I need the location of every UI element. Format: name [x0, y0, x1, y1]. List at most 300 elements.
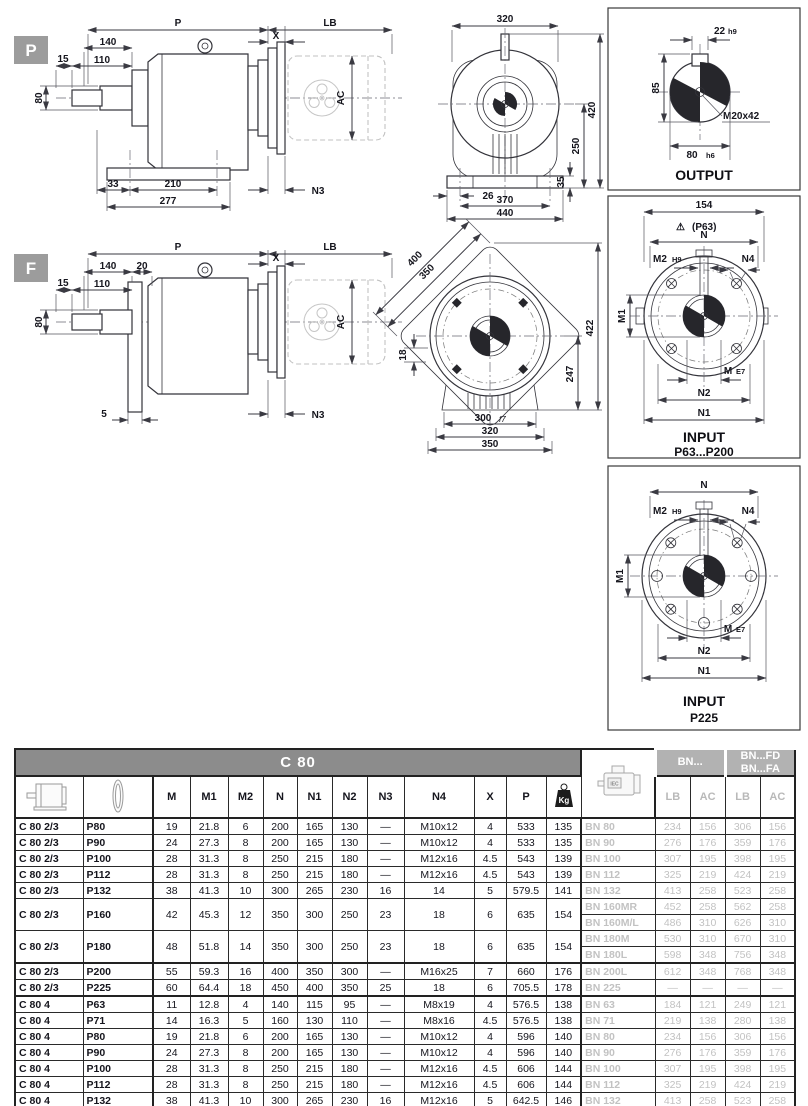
- cell-model: C 80 2/3: [15, 883, 83, 899]
- cell-m1: 41.3: [190, 1093, 228, 1106]
- cell-p: 576.5: [506, 1013, 546, 1029]
- cell-motor-lb: 530: [655, 931, 690, 947]
- cell-model: C 80 2/3: [15, 963, 83, 980]
- dim-22-tol: h9: [728, 27, 737, 36]
- table-title-row: [15, 749, 795, 776]
- cell-p: 660: [506, 963, 546, 980]
- cell-n: 300: [263, 883, 297, 899]
- cell-model: C 80 2/3: [15, 931, 83, 964]
- table-row: [15, 1077, 795, 1093]
- cell-n2: 130: [332, 818, 367, 835]
- cell-n: 350: [263, 899, 297, 931]
- dim-x: X: [272, 253, 280, 264]
- cell-motor-lb: 413: [655, 1093, 690, 1106]
- cell-motor-ac_fd: 176: [760, 835, 795, 851]
- cell-motor-ac_fd: 138: [760, 1013, 795, 1029]
- cell-motor-lb: 325: [655, 867, 690, 883]
- cell-p: 543: [506, 867, 546, 883]
- flange-icon-header: [83, 776, 153, 818]
- cell-n2: 180: [332, 851, 367, 867]
- cell-motor-lb_fd: —: [725, 980, 760, 997]
- cell-motor-lb: 325: [655, 1077, 690, 1093]
- cell-n3: —: [367, 867, 404, 883]
- cell-n3: 16: [367, 1093, 404, 1106]
- dim-422: 422: [585, 319, 596, 337]
- cell-motor-ac: 219: [690, 1077, 725, 1093]
- dim-n1: N1: [697, 408, 711, 419]
- cell-m: 19: [153, 1029, 190, 1045]
- cell-n4: 18: [404, 931, 474, 964]
- cell-motor-name: BN 80: [581, 818, 655, 835]
- cell-motor-ac_fd: 310: [760, 915, 795, 931]
- cell-model: C 80 4: [15, 1061, 83, 1077]
- f-front-view-drawing: [373, 219, 602, 454]
- cell-n1: 115: [297, 996, 332, 1013]
- cell-kg: 135: [546, 818, 581, 835]
- cell-n2: 180: [332, 1077, 367, 1093]
- dim-m2-tol: H9: [672, 507, 682, 516]
- cell-kg: 154: [546, 899, 581, 931]
- dim-18: 18: [398, 349, 409, 361]
- cell-n1: 300: [297, 931, 332, 964]
- dim-m: M: [723, 366, 733, 377]
- cell-motor-lb_fd: 756: [725, 947, 760, 964]
- cell-motor-ac: 176: [690, 835, 725, 851]
- cell-m2: 8: [228, 1061, 263, 1077]
- cell-m: 28: [153, 851, 190, 867]
- dim-33: 33: [107, 179, 119, 190]
- dim-85: 85: [651, 82, 662, 94]
- cell-m1: 21.8: [190, 818, 228, 835]
- cell-motor-ac: 310: [690, 931, 725, 947]
- output-panel: [608, 8, 800, 190]
- cell-m: 14: [153, 1013, 190, 1029]
- cell-m1: 27.3: [190, 1045, 228, 1061]
- table-row: [15, 1045, 795, 1061]
- cell-n4: 18: [404, 980, 474, 997]
- cell-motor-lb: 276: [655, 835, 690, 851]
- col-p: P: [506, 776, 546, 818]
- dim-lb: LB: [323, 18, 337, 29]
- cell-n3: —: [367, 1029, 404, 1045]
- cell-n2: 130: [332, 835, 367, 851]
- input-small-title: INPUT: [683, 429, 725, 445]
- dim-15: 15: [57, 54, 69, 65]
- cell-motor-name: BN 132: [581, 1093, 655, 1106]
- cell-motor-name: BN 100: [581, 1061, 655, 1077]
- cell-motor-lb_fd: 359: [725, 1045, 760, 1061]
- cell-x: 6: [474, 980, 506, 997]
- cell-m1: 31.3: [190, 1077, 228, 1093]
- cell-m1: 64.4: [190, 980, 228, 997]
- cell-motor-lb_fd: 424: [725, 1077, 760, 1093]
- cell-flange: P100: [83, 1061, 153, 1077]
- dim-n3: N3: [311, 186, 325, 197]
- cell-x: 4.5: [474, 851, 506, 867]
- cell-motor-name: BN 200L: [581, 963, 655, 980]
- cell-m1: 21.8: [190, 1029, 228, 1045]
- cell-motor-ac: 258: [690, 883, 725, 899]
- cell-motor-lb_fd: 626: [725, 915, 760, 931]
- table-row: [15, 996, 795, 1013]
- cell-p: 576.5: [506, 996, 546, 1013]
- cell-m2: 6: [228, 1029, 263, 1045]
- cell-motor-lb: 486: [655, 915, 690, 931]
- dim-n1: N1: [697, 666, 711, 677]
- cell-n: 200: [263, 1045, 297, 1061]
- cell-x: 4: [474, 835, 506, 851]
- cell-m: 19: [153, 818, 190, 835]
- cell-kg: 146: [546, 1093, 581, 1106]
- dim-350-diag: 350: [417, 262, 438, 283]
- table-row: [15, 1093, 795, 1106]
- cell-kg: 140: [546, 1029, 581, 1045]
- cell-motor-ac_fd: 195: [760, 1061, 795, 1077]
- cell-n: 450: [263, 980, 297, 997]
- cell-x: 6: [474, 899, 506, 931]
- cell-motor-name: BN 80: [581, 1029, 655, 1045]
- input-large-panel: [608, 466, 800, 730]
- cell-kg: 176: [546, 963, 581, 980]
- cell-n: 250: [263, 867, 297, 883]
- cell-n1: 165: [297, 835, 332, 851]
- cell-model: C 80 4: [15, 1093, 83, 1106]
- dim-400: 400: [405, 249, 426, 270]
- cell-n3: —: [367, 1077, 404, 1093]
- cell-p: 705.5: [506, 980, 546, 997]
- cell-motor-lb_fd: 523: [725, 883, 760, 899]
- cell-model: C 80 4: [15, 1029, 83, 1045]
- motor-icon: [592, 765, 644, 799]
- cell-motor-ac_fd: 156: [760, 1029, 795, 1045]
- cell-n3: 23: [367, 931, 404, 964]
- dim-15: 15: [57, 278, 69, 289]
- cell-n: 200: [263, 835, 297, 851]
- cell-n3: —: [367, 818, 404, 835]
- cell-model: C 80 4: [15, 996, 83, 1013]
- warning-icon: ⚠: [676, 222, 685, 233]
- p-version-label: [14, 36, 48, 64]
- cell-m1: 16.3: [190, 1013, 228, 1029]
- dim-ac: AC: [336, 314, 347, 330]
- cell-motor-lb: 234: [655, 818, 690, 835]
- group-bn-fd-fa-header: [725, 749, 795, 776]
- cell-motor-ac: 219: [690, 867, 725, 883]
- dim-80-tol: h6: [706, 151, 715, 160]
- cell-p: 579.5: [506, 883, 546, 899]
- cell-p: 606: [506, 1061, 546, 1077]
- table-row: [15, 980, 795, 997]
- cell-motor-lb: 452: [655, 899, 690, 915]
- cell-m1: 31.3: [190, 851, 228, 867]
- cell-motor-ac_fd: —: [760, 980, 795, 997]
- cell-motor-lb_fd: 280: [725, 1013, 760, 1029]
- cell-x: 7: [474, 963, 506, 980]
- cell-model: C 80 2/3: [15, 899, 83, 931]
- cell-n: 300: [263, 1093, 297, 1106]
- cell-motor-ac_fd: 258: [760, 1093, 795, 1106]
- input-small-panel: [608, 196, 800, 459]
- p-side-view-drawing: [34, 18, 402, 211]
- table-row: [15, 835, 795, 851]
- cell-flange: P90: [83, 1045, 153, 1061]
- col-fd-ac: AC: [760, 776, 795, 818]
- cell-n1: 215: [297, 1061, 332, 1077]
- cell-m2: 10: [228, 883, 263, 899]
- flange-icon: [109, 778, 127, 814]
- table-row: [15, 963, 795, 980]
- col-n2: N2: [332, 776, 367, 818]
- cell-m2: 8: [228, 851, 263, 867]
- dim-ac: AC: [336, 90, 347, 106]
- dim-m2-tol: H9: [672, 255, 682, 264]
- table-row: [15, 867, 795, 883]
- dim-420: 420: [587, 101, 598, 119]
- col-bn-ac: AC: [690, 776, 725, 818]
- dim-m1: M1: [617, 309, 628, 323]
- dim-320: 320: [481, 426, 499, 437]
- cell-x: 4.5: [474, 1061, 506, 1077]
- cell-m2: 6: [228, 818, 263, 835]
- col-m1: M1: [190, 776, 228, 818]
- group-bn-header: BN...: [655, 749, 725, 776]
- cell-p: 543: [506, 851, 546, 867]
- cell-m2: 8: [228, 1045, 263, 1061]
- cell-n4: M8x16: [404, 1013, 474, 1029]
- cell-p: 596: [506, 1045, 546, 1061]
- dim-80-out: 80: [686, 150, 698, 161]
- table-row: [15, 851, 795, 867]
- col-n1: N1: [297, 776, 332, 818]
- cell-m: 28: [153, 1077, 190, 1093]
- dim-210: 210: [164, 179, 182, 190]
- col-fd-lb: LB: [725, 776, 760, 818]
- cell-motor-lb_fd: 398: [725, 851, 760, 867]
- cell-n: 200: [263, 818, 297, 835]
- cell-n3: —: [367, 1013, 404, 1029]
- cell-flange: P112: [83, 867, 153, 883]
- cell-n4: M10x12: [404, 1045, 474, 1061]
- cell-n4: 14: [404, 883, 474, 899]
- dim-22: 22: [714, 26, 726, 37]
- dimension-table: [14, 748, 796, 1106]
- cell-motor-lb_fd: 424: [725, 867, 760, 883]
- cell-motor-ac: 348: [690, 947, 725, 964]
- cell-flange: P71: [83, 1013, 153, 1029]
- cell-x: 4: [474, 1029, 506, 1045]
- cell-motor-lb_fd: 670: [725, 931, 760, 947]
- dim-350: 350: [481, 439, 499, 450]
- cell-n1: 165: [297, 1045, 332, 1061]
- cell-m1: 31.3: [190, 1061, 228, 1077]
- cell-n1: 165: [297, 818, 332, 835]
- cell-n2: 95: [332, 996, 367, 1013]
- cell-x: 4.5: [474, 867, 506, 883]
- cell-m: 28: [153, 1061, 190, 1077]
- dim-80: 80: [34, 92, 45, 104]
- dim-n2: N2: [697, 388, 711, 399]
- cell-model: C 80 2/3: [15, 851, 83, 867]
- cell-model: C 80 4: [15, 1077, 83, 1093]
- cell-x: 4: [474, 1045, 506, 1061]
- dim-250: 250: [571, 137, 582, 155]
- cell-motor-name: BN 63: [581, 996, 655, 1013]
- cell-n1: 350: [297, 963, 332, 980]
- output-title: OUTPUT: [675, 167, 733, 183]
- cell-model: C 80 2/3: [15, 867, 83, 883]
- cell-x: 6: [474, 931, 506, 964]
- cell-m2: 16: [228, 963, 263, 980]
- table-title: C 80: [15, 749, 581, 776]
- cell-motor-ac_fd: 219: [760, 867, 795, 883]
- cell-n1: 215: [297, 867, 332, 883]
- cell-flange: P100: [83, 851, 153, 867]
- cell-n3: 16: [367, 883, 404, 899]
- p-front-view-drawing: [433, 14, 604, 222]
- cell-model: C 80 2/3: [15, 835, 83, 851]
- dim-n2: N2: [697, 646, 711, 657]
- cell-motor-ac_fd: 258: [760, 883, 795, 899]
- cell-motor-lb: 184: [655, 996, 690, 1013]
- cell-n2: 230: [332, 1093, 367, 1106]
- cell-kg: 141: [546, 883, 581, 899]
- cell-m2: 10: [228, 1093, 263, 1106]
- col-m2: M2: [228, 776, 263, 818]
- cell-flange: P132: [83, 883, 153, 899]
- input-large-subtitle: P225: [689, 711, 719, 725]
- cell-n2: 350: [332, 980, 367, 997]
- dim-m-tol: E7: [736, 367, 746, 376]
- cell-x: 4.5: [474, 1077, 506, 1093]
- cell-motor-ac_fd: 176: [760, 1045, 795, 1061]
- cell-m1: 59.3: [190, 963, 228, 980]
- col-bn-lb: LB: [655, 776, 690, 818]
- cell-kg: 154: [546, 931, 581, 964]
- table-row: [15, 1029, 795, 1045]
- cell-kg: 135: [546, 835, 581, 851]
- table-row: [15, 818, 795, 835]
- cell-kg: 138: [546, 996, 581, 1013]
- cell-n3: 23: [367, 899, 404, 931]
- cell-n: 200: [263, 1029, 297, 1045]
- cell-p: 642.5: [506, 1093, 546, 1106]
- cell-motor-name: BN 132: [581, 883, 655, 899]
- cell-m1: 12.8: [190, 996, 228, 1013]
- cell-n4: M12x16: [404, 1093, 474, 1106]
- cell-x: 5: [474, 1093, 506, 1106]
- dim-n3: N3: [311, 410, 325, 421]
- table-header-row: [15, 776, 795, 818]
- input-small-subtitle: P63...P200: [674, 445, 734, 459]
- cell-motor-lb: 598: [655, 947, 690, 964]
- cell-p: 635: [506, 899, 546, 931]
- cell-motor-name: BN 180M: [581, 931, 655, 947]
- cell-n4: M12x16: [404, 1061, 474, 1077]
- cell-p: 533: [506, 835, 546, 851]
- cell-n2: 300: [332, 963, 367, 980]
- table-row: [15, 883, 795, 899]
- cell-model: C 80 4: [15, 1013, 83, 1029]
- cell-model: C 80 4: [15, 1045, 83, 1061]
- cell-m: 48: [153, 931, 190, 964]
- cell-motor-name: BN 160M/L: [581, 915, 655, 931]
- cell-m1: 51.8: [190, 931, 228, 964]
- cell-motor-name: BN 90: [581, 835, 655, 851]
- cell-motor-lb: 307: [655, 851, 690, 867]
- dim-370: 370: [496, 195, 514, 206]
- dim-m20: M20x42: [723, 111, 760, 122]
- cell-motor-ac_fd: 195: [760, 851, 795, 867]
- cell-motor-lb_fd: 306: [725, 1029, 760, 1045]
- dimension-table-section: [14, 748, 796, 1106]
- f-label-text: F: [25, 259, 37, 278]
- cell-p: 635: [506, 931, 546, 964]
- col-n3: N3: [367, 776, 404, 818]
- cell-motor-lb: 413: [655, 883, 690, 899]
- cell-flange: P180: [83, 931, 153, 964]
- cell-m: 28: [153, 867, 190, 883]
- cell-n2: 250: [332, 931, 367, 964]
- cell-kg: 140: [546, 1045, 581, 1061]
- cell-motor-ac_fd: 310: [760, 931, 795, 947]
- f-version-label: [14, 254, 48, 282]
- dim-x: X: [272, 31, 280, 42]
- cell-p: 606: [506, 1077, 546, 1093]
- cell-flange: P80: [83, 1029, 153, 1045]
- gearbox-icon-header: [15, 776, 83, 818]
- cell-motor-lb: 234: [655, 1029, 690, 1045]
- cell-motor-lb_fd: 249: [725, 996, 760, 1013]
- dim-n4: N4: [741, 506, 755, 517]
- cell-flange: P160: [83, 899, 153, 931]
- cell-m: 24: [153, 835, 190, 851]
- cell-flange: P225: [83, 980, 153, 997]
- cell-m: 11: [153, 996, 190, 1013]
- dim-154: 154: [695, 200, 713, 211]
- cell-motor-ac_fd: 348: [760, 947, 795, 964]
- table-row: [15, 899, 795, 915]
- cell-m1: 27.3: [190, 835, 228, 851]
- cell-motor-lb: 612: [655, 963, 690, 980]
- cell-motor-ac_fd: 219: [760, 1077, 795, 1093]
- table-row: [15, 1013, 795, 1029]
- cell-motor-lb_fd: 398: [725, 1061, 760, 1077]
- cell-motor-ac: 121: [690, 996, 725, 1013]
- cell-m2: 5: [228, 1013, 263, 1029]
- p-label-text: P: [25, 41, 37, 60]
- cell-n3: —: [367, 996, 404, 1013]
- cell-n3: —: [367, 1061, 404, 1077]
- cell-kg: 138: [546, 1013, 581, 1029]
- cell-n1: 215: [297, 851, 332, 867]
- cell-model: C 80 2/3: [15, 980, 83, 997]
- cell-motor-name: BN 180L: [581, 947, 655, 964]
- col-n: N: [263, 776, 297, 818]
- dim-300: 300: [474, 413, 492, 424]
- dim-n: N: [700, 480, 708, 491]
- cell-n2: 130: [332, 1045, 367, 1061]
- dim-p: P: [174, 242, 182, 253]
- dim-320: 320: [496, 14, 514, 25]
- cell-n2: 180: [332, 867, 367, 883]
- cell-n3: —: [367, 963, 404, 980]
- cell-kg: 144: [546, 1061, 581, 1077]
- input-large-title: INPUT: [683, 693, 725, 709]
- f-side-view-drawing: [34, 242, 402, 424]
- col-m: M: [153, 776, 190, 818]
- cell-n1: 265: [297, 1093, 332, 1106]
- dim-m2: M2: [653, 506, 667, 517]
